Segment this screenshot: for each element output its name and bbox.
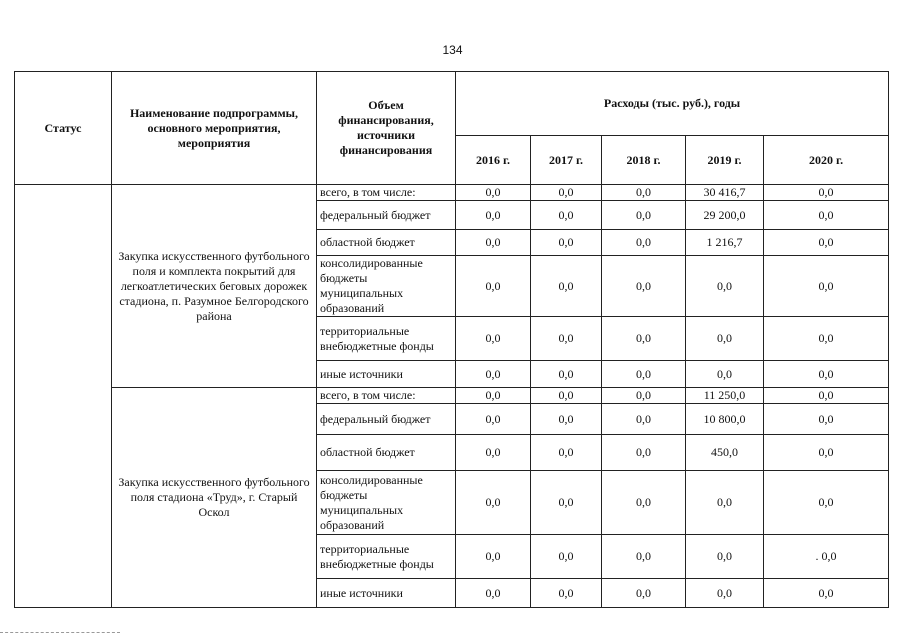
- header-year: 2016 г.: [456, 136, 531, 185]
- value-cell: 0,0: [764, 435, 889, 471]
- header-year: 2020 г.: [764, 136, 889, 185]
- value-cell: . 0,0: [764, 535, 889, 579]
- value-cell: 0,0: [456, 435, 531, 471]
- header-year: 2018 г.: [602, 136, 686, 185]
- value-cell: 0,0: [686, 471, 764, 535]
- value-cell: 0,0: [602, 185, 686, 201]
- value-cell: 1 216,7: [686, 230, 764, 256]
- value-cell: 0,0: [531, 201, 602, 230]
- value-cell: 0,0: [531, 230, 602, 256]
- source-label: областной бюджет: [317, 230, 456, 256]
- measure-name: Закупка искусственного футбольного поля стадиона «Труд», г. Старый Оскол: [112, 388, 317, 608]
- value-cell: 0,0: [456, 404, 531, 435]
- scan-edge-mark: [0, 632, 120, 635]
- value-cell: 29 200,0: [686, 201, 764, 230]
- header-expenses: Расходы (тыс. руб.), годы: [456, 72, 889, 136]
- value-cell: 0,0: [686, 317, 764, 361]
- value-cell: 0,0: [764, 579, 889, 608]
- header-name: Наименование подпрограммы, основного мероприятия, мероприятия: [112, 72, 317, 185]
- value-cell: 0,0: [456, 535, 531, 579]
- value-cell: 0,0: [602, 230, 686, 256]
- budget-table: [14, 71, 889, 608]
- value-cell: 0,0: [531, 535, 602, 579]
- value-cell: 0,0: [764, 256, 889, 317]
- value-cell: 0,0: [602, 579, 686, 608]
- page-number: 134: [442, 43, 463, 57]
- value-cell: 0,0: [764, 230, 889, 256]
- source-label: областной бюджет: [317, 435, 456, 471]
- value-cell: 0,0: [764, 361, 889, 388]
- source-label: иные источники: [317, 579, 456, 608]
- value-cell: 450,0: [686, 435, 764, 471]
- value-cell: 0,0: [531, 361, 602, 388]
- value-cell: 0,0: [764, 185, 889, 201]
- source-label: федеральный бюджет: [317, 404, 456, 435]
- source-label: консолидированные бюджеты муниципальных образований: [317, 256, 456, 317]
- value-cell: 0,0: [602, 361, 686, 388]
- value-cell: 0,0: [602, 317, 686, 361]
- header-year: 2019 г.: [686, 136, 764, 185]
- value-cell: 0,0: [602, 535, 686, 579]
- value-cell: 0,0: [456, 579, 531, 608]
- source-label: территориальные внебюджетные фонды: [317, 535, 456, 579]
- source-label: иные источники: [317, 361, 456, 388]
- source-label: консолидированные бюджеты муниципальных образований: [317, 471, 456, 535]
- value-cell: 10 800,0: [686, 404, 764, 435]
- source-label: всего, в том числе:: [317, 388, 456, 404]
- value-cell: 0,0: [764, 404, 889, 435]
- value-cell: 0,0: [602, 201, 686, 230]
- value-cell: 0,0: [686, 256, 764, 317]
- value-cell: 0,0: [531, 388, 602, 404]
- source-label: федеральный бюджет: [317, 201, 456, 230]
- header-year: 2017 г.: [531, 136, 602, 185]
- measure-name: Закупка искусственного футбольного поля и комплекта покрытий для легкоатлетических беговых дорожек стадиона, п. Разумное Белгородского района: [112, 185, 317, 388]
- value-cell: 0,0: [531, 435, 602, 471]
- value-cell: 0,0: [686, 579, 764, 608]
- value-cell: 0,0: [686, 535, 764, 579]
- value-cell: 0,0: [764, 471, 889, 535]
- value-cell: 0,0: [531, 317, 602, 361]
- value-cell: 0,0: [764, 317, 889, 361]
- value-cell: 0,0: [531, 471, 602, 535]
- value-cell: 0,0: [531, 579, 602, 608]
- status-cell: [15, 185, 112, 608]
- header-status: Статус: [15, 72, 112, 185]
- table-row: [15, 185, 889, 201]
- value-cell: 0,0: [531, 404, 602, 435]
- value-cell: 0,0: [764, 388, 889, 404]
- value-cell: 0,0: [456, 256, 531, 317]
- value-cell: 0,0: [456, 361, 531, 388]
- value-cell: 0,0: [602, 388, 686, 404]
- value-cell: 0,0: [456, 230, 531, 256]
- value-cell: 0,0: [602, 471, 686, 535]
- value-cell: 0,0: [456, 317, 531, 361]
- source-label: всего, в том числе:: [317, 185, 456, 201]
- value-cell: 11 250,0: [686, 388, 764, 404]
- value-cell: 0,0: [602, 435, 686, 471]
- value-cell: 30 416,7: [686, 185, 764, 201]
- value-cell: 0,0: [764, 201, 889, 230]
- table-row: [15, 388, 889, 404]
- value-cell: 0,0: [456, 185, 531, 201]
- value-cell: 0,0: [456, 201, 531, 230]
- value-cell: 0,0: [456, 471, 531, 535]
- header-volume: Объем финансирования, источники финансирования: [317, 72, 456, 185]
- value-cell: 0,0: [686, 361, 764, 388]
- value-cell: 0,0: [531, 185, 602, 201]
- value-cell: 0,0: [456, 388, 531, 404]
- value-cell: 0,0: [602, 256, 686, 317]
- value-cell: 0,0: [602, 404, 686, 435]
- value-cell: 0,0: [531, 256, 602, 317]
- source-label: территориальные внебюджетные фонды: [317, 317, 456, 361]
